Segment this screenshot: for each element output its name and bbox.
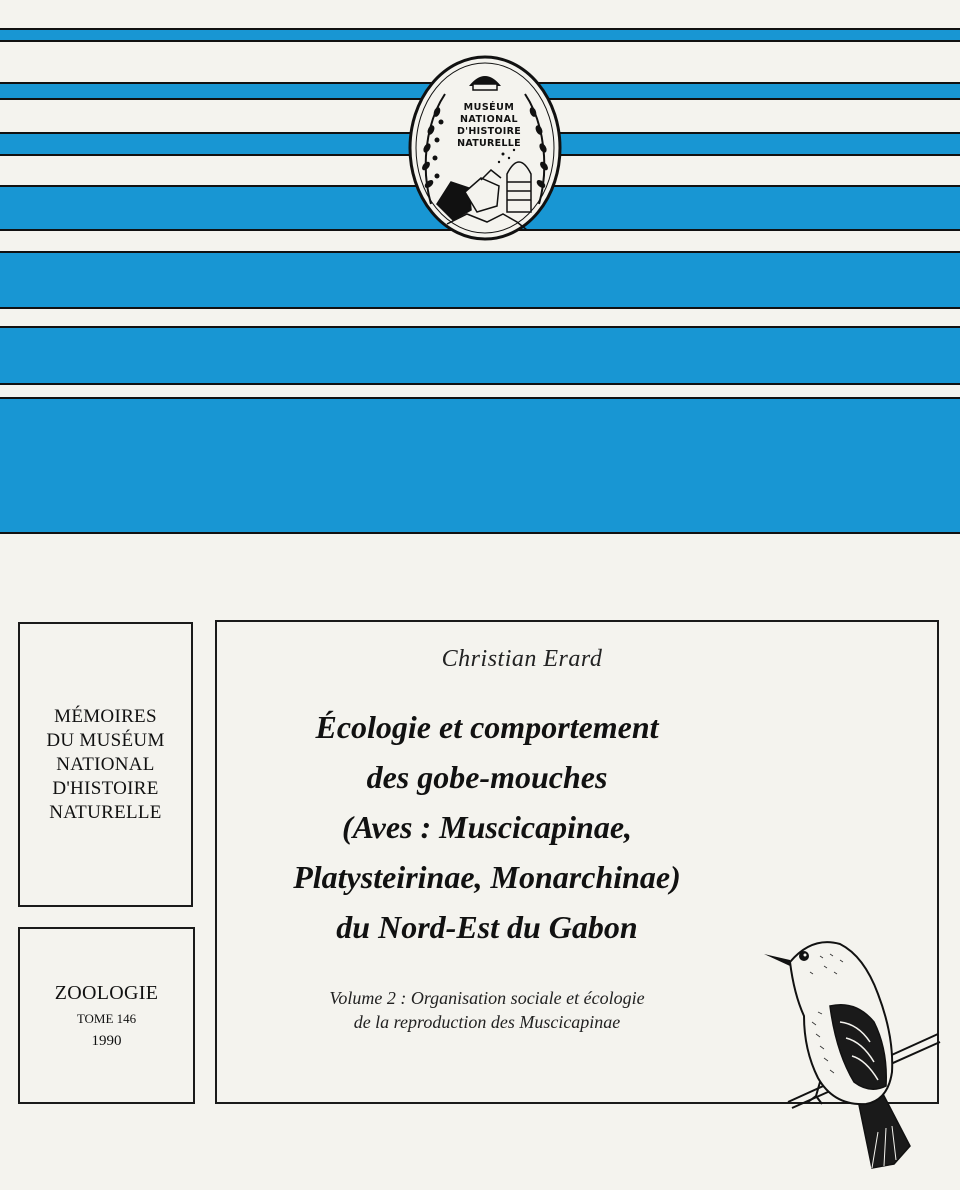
stripe-edge bbox=[0, 397, 960, 399]
stripe-edge bbox=[0, 40, 960, 42]
seal-text-3: D'HISTOIRE bbox=[456, 126, 522, 137]
stripe-edge bbox=[0, 28, 960, 30]
seal-text-1: MUSÉUM bbox=[463, 102, 515, 113]
series-title: MÉMOIRES DU MUSÉUM NATIONAL D'HISTOIRE NATURELLE bbox=[46, 705, 165, 823]
seal-text-2: NATIONAL bbox=[459, 114, 519, 125]
zoology-box bbox=[18, 927, 195, 1104]
stripe-edge bbox=[0, 326, 960, 328]
stripe-edge bbox=[0, 532, 960, 534]
series-box bbox=[18, 622, 193, 907]
tome-label: TOME 146 bbox=[76, 1010, 137, 1026]
museum-seal-icon bbox=[407, 54, 563, 242]
seal-text-4: NATURELLE bbox=[457, 138, 521, 149]
book-subtitle: Volume 2 : Organisation sociale et écologie de la reproduction des Muscicapinae bbox=[329, 988, 645, 1032]
stripe-edge bbox=[0, 307, 960, 309]
stripe-edge bbox=[0, 383, 960, 385]
stripe bbox=[0, 252, 960, 308]
section-label: ZOOLOGIE bbox=[54, 981, 159, 1004]
stripe-edge bbox=[0, 251, 960, 253]
stripe bbox=[0, 398, 960, 533]
year-label: 1990 bbox=[91, 1032, 122, 1049]
author-name: Christian Erard bbox=[441, 646, 603, 672]
flycatcher-bird-illustration-icon bbox=[760, 932, 945, 1172]
stripe bbox=[0, 327, 960, 384]
book-title: Écologie et comportement des gobe-mouches (Aves : Muscicapinae, Platysteirinae, Monarchinae) du Nord-Est du Gabon bbox=[293, 709, 681, 945]
